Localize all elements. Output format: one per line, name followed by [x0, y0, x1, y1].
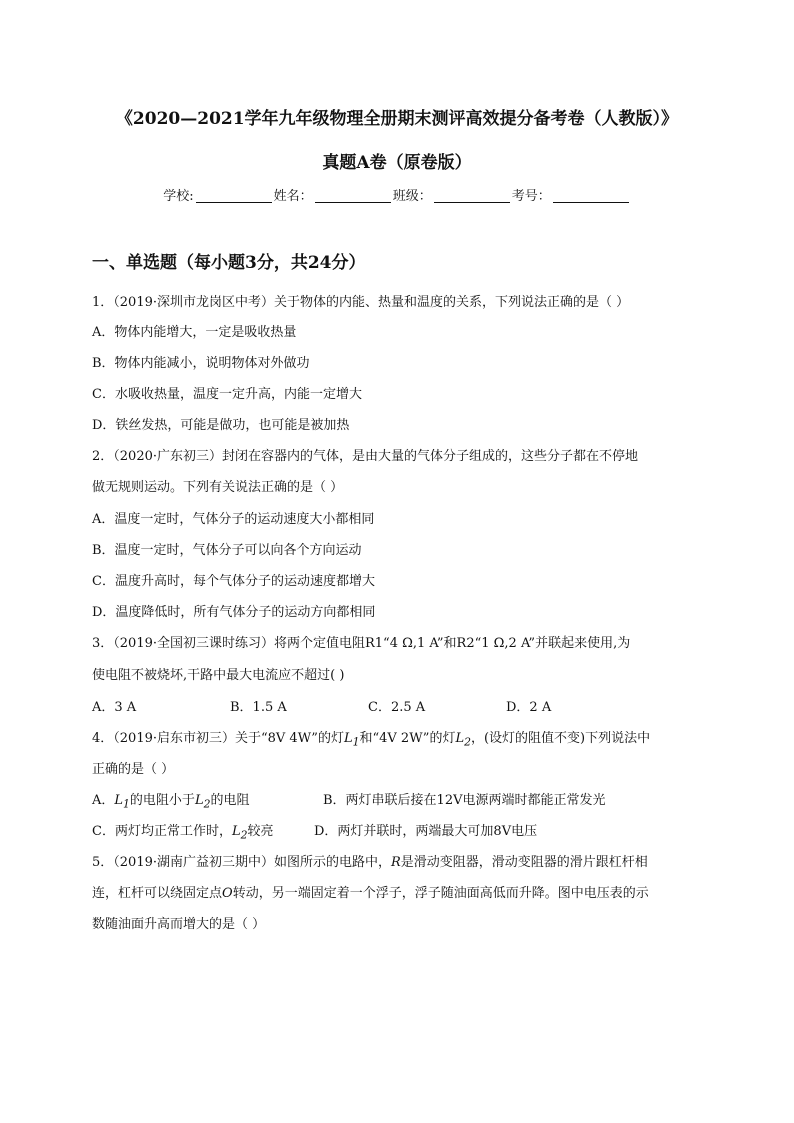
name-blank[interactable]: [315, 188, 391, 203]
lamp-2-letter: L: [194, 793, 204, 808]
student-info-line: [0, 185, 794, 204]
question-1-option-d: D．铁丝发热，可能是做功，也可能是被加热: [92, 418, 350, 433]
question-2-option-d: D．温度降低时，所有气体分子的运动方向都相同: [92, 605, 376, 620]
exam-title: 《2020—2021学年九年级物理全册期末测评高效提分备考卷（人教版）》: [115, 109, 679, 129]
question-4-text-b: 和“4V 2W”的灯: [359, 731, 456, 746]
question-4-stem-line2: 正确的是（ ）: [92, 762, 175, 777]
question-2-option-b: B．温度一定时，气体分子可以向各个方向运动: [92, 543, 362, 558]
lamp-1-subscript: 1: [352, 735, 360, 749]
question-3-stem-line2: 使电阻不被烧坏,干路中最大电流应不超过( ): [92, 668, 345, 683]
lamp-1-letter: L: [114, 793, 124, 808]
question-1-option-c: C．水吸收热量，温度一定升高，内能一定增大: [92, 387, 362, 402]
lamp-1-subscript: 1: [123, 797, 130, 811]
exam-number-blank[interactable]: [553, 188, 629, 203]
lamp-1-letter: L: [343, 731, 353, 746]
question-1-option-b: B．物体内能减小，说明物体对外做功: [92, 356, 310, 371]
lamp-2-subscript: 2: [240, 828, 248, 842]
question-4-text-c: ，(设灯的阻值不变)下列说法中: [470, 731, 651, 746]
option-c-suffix: 较亮: [247, 824, 274, 839]
option-a-prefix: A．: [92, 793, 115, 808]
resistor-r-symbol: R: [391, 855, 401, 870]
question-1-stem: 1．（2019·深圳市龙岗区中考）关于物体的内能、热量和温度的关系，下列说法正确的是（ ）: [92, 295, 630, 310]
lamp-1-symbol: [114, 793, 130, 811]
question-2-option-a: A．温度一定时，气体分子的运动速度大小都相同: [92, 512, 375, 527]
question-5-text-c: 连，杠杆可以绕固定点: [92, 886, 223, 901]
class-label: 班级：: [392, 189, 432, 204]
lamp-2-subscript: 2: [203, 797, 211, 811]
lamp-2-letter: L: [455, 731, 465, 746]
exam-number-label: 考号：: [511, 189, 551, 204]
question-3-stem-line1: 3．（2019·全国初三课时练习）将两个定值电阻R1“4 Ω,1 A”和R2“1 Ω,2 A”并联起来使用,为: [92, 636, 631, 651]
question-3-option-d: D．2 A: [506, 700, 552, 715]
option-a-suffix: 的电阻: [210, 793, 250, 808]
question-2-stem-line2: 做无规则运动。下列有关说法正确的是（ ）: [92, 480, 344, 495]
question-4-option-d: D．两灯并联时，两端最大可加8V电压: [314, 824, 538, 839]
question-5-text-b: 是滑动变阻器，滑动变阻器的滑片跟杠杆相: [400, 855, 648, 870]
question-3-options: [92, 696, 551, 715]
class-blank[interactable]: [434, 188, 510, 203]
question-5-text-a: 5．（2019·湖南广益初三期中）如图所示的电路中，: [92, 855, 391, 870]
question-4-option-c: [92, 820, 314, 842]
lamp-2-symbol: [194, 793, 211, 811]
question-3-option-a: A．3 A: [92, 700, 137, 715]
option-a-text: 的电阻小于: [129, 793, 195, 808]
question-3-option-b: B．1.5 A: [230, 700, 287, 715]
question-4-stem-line1: [92, 727, 650, 749]
question-5-stem-line3: 数随油面升高而增大的是（ ）: [92, 917, 266, 932]
option-c-prefix: C．两灯均正常工作时，: [92, 824, 232, 839]
question-2-stem-line1: 2．（2020·广东初三）封闭在容器内的气体，是由大量的气体分子组成的，这些分子都在不停地: [92, 449, 638, 464]
question-5-stem-line2: [92, 882, 649, 901]
lamp-2-symbol: [455, 731, 471, 749]
section-heading: 一、单选题（每小题3分，共24分）: [92, 253, 366, 273]
question-2-option-c: C．温度升高时，每个气体分子的运动速度都增大: [92, 574, 375, 589]
lamp-2-symbol: [231, 824, 248, 842]
question-5-stem-line1: [92, 851, 648, 870]
question-4-text-a: 4．（2019·启东市初三）关于“8V 4W”的灯: [92, 731, 344, 746]
lamp-2-subscript: 2: [464, 735, 471, 749]
lamp-2-letter: L: [231, 824, 241, 839]
question-4-option-a: [92, 789, 323, 811]
question-4-options-row2: [92, 820, 537, 842]
lamp-1-symbol: [343, 731, 360, 749]
question-4-options-row1: [92, 789, 605, 811]
question-1-option-a: A．物体内能增大，一定是吸收热量: [92, 325, 297, 340]
question-4-option-b: B．两灯串联后接在12V电源两端时都能正常发光: [323, 793, 606, 808]
pivot-o-symbol: O: [222, 886, 233, 901]
question-5-text-d: 转动，另一端固定着一个浮子，浮子随油面高低而升降。图中电压表的示: [232, 886, 649, 901]
school-blank[interactable]: [196, 188, 272, 203]
exam-subtitle: 真题A卷（原卷版）: [322, 153, 472, 173]
question-3-option-c: C．2.5 A: [368, 700, 426, 715]
school-label: 学校:: [163, 189, 194, 204]
name-label: 姓名：: [273, 189, 313, 204]
